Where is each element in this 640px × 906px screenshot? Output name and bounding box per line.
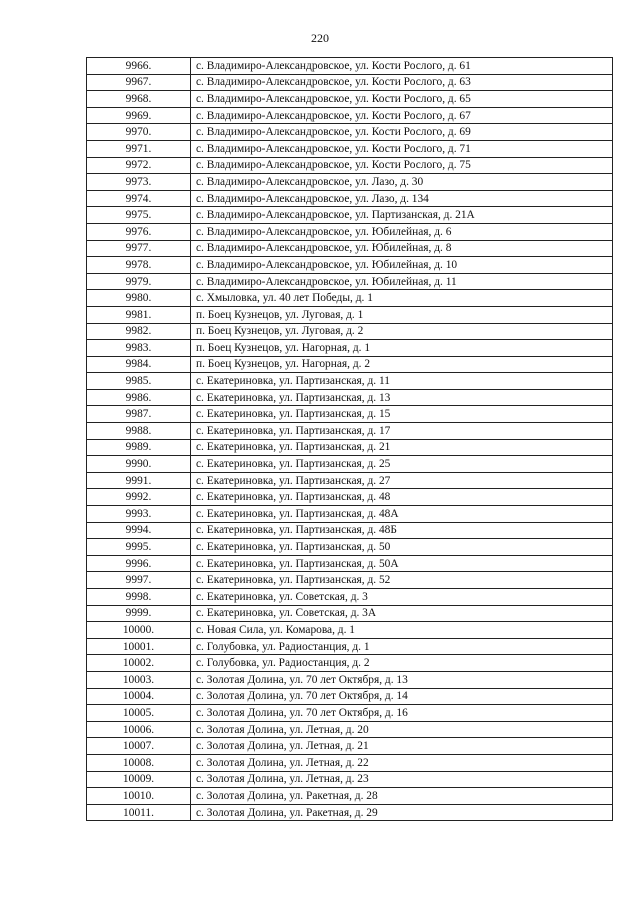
table-row bbox=[87, 522, 613, 539]
table-row bbox=[87, 340, 613, 357]
table-row bbox=[87, 638, 613, 655]
row-number: 10001. bbox=[87, 638, 191, 655]
row-address: с. Екатериновка, ул. Партизанская, д. 27 bbox=[191, 472, 613, 489]
row-address: с. Золотая Долина, ул. Летная, д. 21 bbox=[191, 738, 613, 755]
row-address: с. Екатериновка, ул. Партизанская, д. 21 bbox=[191, 439, 613, 456]
row-address: с. Золотая Долина, ул. 70 лет Октября, д. 13 bbox=[191, 671, 613, 688]
row-number: 10009. bbox=[87, 771, 191, 788]
row-address: с. Новая Сила, ул. Комарова, д. 1 bbox=[191, 622, 613, 639]
row-address: с. Екатериновка, ул. Партизанская, д. 13 bbox=[191, 389, 613, 406]
table-row bbox=[87, 788, 613, 805]
row-number: 9976. bbox=[87, 223, 191, 240]
row-number: 9993. bbox=[87, 506, 191, 523]
row-address: п. Боец Кузнецов, ул. Нагорная, д. 2 bbox=[191, 356, 613, 373]
table-row bbox=[87, 472, 613, 489]
row-number: 9988. bbox=[87, 423, 191, 440]
row-address: с. Екатериновка, ул. Партизанская, д. 11 bbox=[191, 373, 613, 390]
row-address: с. Золотая Долина, ул. 70 лет Октября, д. 16 bbox=[191, 705, 613, 722]
row-address: п. Боец Кузнецов, ул. Нагорная, д. 1 bbox=[191, 340, 613, 357]
table-row bbox=[87, 356, 613, 373]
table-row bbox=[87, 589, 613, 606]
row-number: 9985. bbox=[87, 373, 191, 390]
table-row bbox=[87, 323, 613, 340]
row-number: 9975. bbox=[87, 207, 191, 224]
row-number: 10007. bbox=[87, 738, 191, 755]
row-number: 9990. bbox=[87, 456, 191, 473]
table-row bbox=[87, 655, 613, 672]
row-number: 10003. bbox=[87, 671, 191, 688]
table-row bbox=[87, 605, 613, 622]
table-row bbox=[87, 439, 613, 456]
table-row bbox=[87, 555, 613, 572]
table-row bbox=[87, 240, 613, 257]
table-row bbox=[87, 389, 613, 406]
table-row bbox=[87, 423, 613, 440]
table-row bbox=[87, 140, 613, 157]
row-number: 9966. bbox=[87, 58, 191, 75]
row-number: 9978. bbox=[87, 257, 191, 274]
row-address: с. Золотая Долина, ул. Летная, д. 20 bbox=[191, 721, 613, 738]
row-address: с. Екатериновка, ул. Партизанская, д. 15 bbox=[191, 406, 613, 423]
table-row bbox=[87, 290, 613, 307]
row-address: с. Екатериновка, ул. Партизанская, д. 17 bbox=[191, 423, 613, 440]
row-address: с. Екатериновка, ул. Советская, д. 3 bbox=[191, 589, 613, 606]
row-number: 9974. bbox=[87, 190, 191, 207]
row-address: с. Владимиро-Александровское, ул. Кости Рослого, д. 63 bbox=[191, 74, 613, 91]
row-number: 9984. bbox=[87, 356, 191, 373]
row-address: п. Боец Кузнецов, ул. Луговая, д. 2 bbox=[191, 323, 613, 340]
row-address: с. Золотая Долина, ул. 70 лет Октября, д. 14 bbox=[191, 688, 613, 705]
row-address: с. Золотая Долина, ул. Ракетная, д. 29 bbox=[191, 804, 613, 821]
row-address: с. Голубовка, ул. Радиостанция, д. 1 bbox=[191, 638, 613, 655]
table-row bbox=[87, 157, 613, 174]
row-address: с. Екатериновка, ул. Партизанская, д. 48А bbox=[191, 506, 613, 523]
row-number: 9979. bbox=[87, 273, 191, 290]
row-address: с. Владимиро-Александровское, ул. Юбилейная, д. 6 bbox=[191, 223, 613, 240]
row-number: 9991. bbox=[87, 472, 191, 489]
table-row bbox=[87, 406, 613, 423]
row-number: 9967. bbox=[87, 74, 191, 91]
row-address: п. Боец Кузнецов, ул. Луговая, д. 1 bbox=[191, 306, 613, 323]
row-address: с. Владимиро-Александровское, ул. Кости Рослого, д. 61 bbox=[191, 58, 613, 75]
row-address: с. Владимиро-Александровское, ул. Лазо, д. 134 bbox=[191, 190, 613, 207]
row-number: 10010. bbox=[87, 788, 191, 805]
row-address: с. Владимиро-Александровское, ул. Лазо, д. 30 bbox=[191, 174, 613, 191]
row-number: 9999. bbox=[87, 605, 191, 622]
row-number: 10011. bbox=[87, 804, 191, 821]
row-number: 9992. bbox=[87, 489, 191, 506]
row-number: 9981. bbox=[87, 306, 191, 323]
table-row bbox=[87, 306, 613, 323]
table-row bbox=[87, 223, 613, 240]
table-row bbox=[87, 124, 613, 141]
row-number: 9972. bbox=[87, 157, 191, 174]
row-number: 9995. bbox=[87, 539, 191, 556]
table-row bbox=[87, 174, 613, 191]
row-number: 9971. bbox=[87, 140, 191, 157]
row-number: 10004. bbox=[87, 688, 191, 705]
row-number: 10006. bbox=[87, 721, 191, 738]
row-number: 9994. bbox=[87, 522, 191, 539]
row-address: с. Екатериновка, ул. Партизанская, д. 52 bbox=[191, 572, 613, 589]
table-row bbox=[87, 804, 613, 821]
table-row bbox=[87, 705, 613, 722]
row-number: 9983. bbox=[87, 340, 191, 357]
row-address: с. Владимиро-Александровское, ул. Кости Рослого, д. 71 bbox=[191, 140, 613, 157]
row-number: 9986. bbox=[87, 389, 191, 406]
row-number: 9969. bbox=[87, 107, 191, 124]
table-row bbox=[87, 456, 613, 473]
address-table-body bbox=[87, 58, 613, 821]
row-number: 9968. bbox=[87, 91, 191, 108]
table-row bbox=[87, 373, 613, 390]
row-address: с. Владимиро-Александровское, ул. Кости Рослого, д. 69 bbox=[191, 124, 613, 141]
row-address: с. Владимиро-Александровское, ул. Кости Рослого, д. 75 bbox=[191, 157, 613, 174]
table-row bbox=[87, 207, 613, 224]
row-address: с. Екатериновка, ул. Партизанская, д. 50 bbox=[191, 539, 613, 556]
table-row bbox=[87, 273, 613, 290]
row-address: с. Голубовка, ул. Радиостанция, д. 2 bbox=[191, 655, 613, 672]
row-address: с. Хмыловка, ул. 40 лет Победы, д. 1 bbox=[191, 290, 613, 307]
row-address: с. Золотая Долина, ул. Летная, д. 23 bbox=[191, 771, 613, 788]
table-row bbox=[87, 771, 613, 788]
row-number: 9973. bbox=[87, 174, 191, 191]
row-address: с. Владимиро-Александровское, ул. Кости Рослого, д. 67 bbox=[191, 107, 613, 124]
row-number: 10002. bbox=[87, 655, 191, 672]
row-address: с. Владимиро-Александровское, ул. Юбилейная, д. 11 bbox=[191, 273, 613, 290]
table-row bbox=[87, 91, 613, 108]
table-row bbox=[87, 257, 613, 274]
table-row bbox=[87, 572, 613, 589]
table-row bbox=[87, 738, 613, 755]
table-row bbox=[87, 721, 613, 738]
table-row bbox=[87, 671, 613, 688]
row-address: с. Владимиро-Александровское, ул. Кости Рослого, д. 65 bbox=[191, 91, 613, 108]
row-number: 9980. bbox=[87, 290, 191, 307]
table-row bbox=[87, 506, 613, 523]
row-number: 9998. bbox=[87, 589, 191, 606]
row-number: 9987. bbox=[87, 406, 191, 423]
table-row bbox=[87, 754, 613, 771]
row-address: с. Екатериновка, ул. Партизанская, д. 48Б bbox=[191, 522, 613, 539]
address-table bbox=[86, 57, 613, 821]
table-row bbox=[87, 58, 613, 75]
row-number: 10005. bbox=[87, 705, 191, 722]
row-number: 9997. bbox=[87, 572, 191, 589]
table-row bbox=[87, 489, 613, 506]
table-row bbox=[87, 107, 613, 124]
row-address: с. Екатериновка, ул. Советская, д. 3А bbox=[191, 605, 613, 622]
row-address: с. Владимиро-Александровское, ул. Партизанская, д. 21А bbox=[191, 207, 613, 224]
page-number: 220 bbox=[311, 31, 329, 45]
row-address: с. Золотая Долина, ул. Ракетная, д. 28 bbox=[191, 788, 613, 805]
row-number: 9977. bbox=[87, 240, 191, 257]
table-row bbox=[87, 622, 613, 639]
row-address: с. Владимиро-Александровское, ул. Юбилейная, д. 10 bbox=[191, 257, 613, 274]
row-number: 9970. bbox=[87, 124, 191, 141]
row-number: 10000. bbox=[87, 622, 191, 639]
table-row bbox=[87, 74, 613, 91]
row-number: 10008. bbox=[87, 754, 191, 771]
row-address: с. Владимиро-Александровское, ул. Юбилейная, д. 8 bbox=[191, 240, 613, 257]
row-number: 9989. bbox=[87, 439, 191, 456]
table-row bbox=[87, 190, 613, 207]
row-number: 9996. bbox=[87, 555, 191, 572]
row-number: 9982. bbox=[87, 323, 191, 340]
row-address: с. Екатериновка, ул. Партизанская, д. 50А bbox=[191, 555, 613, 572]
table-row bbox=[87, 688, 613, 705]
table-row bbox=[87, 539, 613, 556]
row-address: с. Екатериновка, ул. Партизанская, д. 25 bbox=[191, 456, 613, 473]
row-address: с. Екатериновка, ул. Партизанская, д. 48 bbox=[191, 489, 613, 506]
row-address: с. Золотая Долина, ул. Летная, д. 22 bbox=[191, 754, 613, 771]
